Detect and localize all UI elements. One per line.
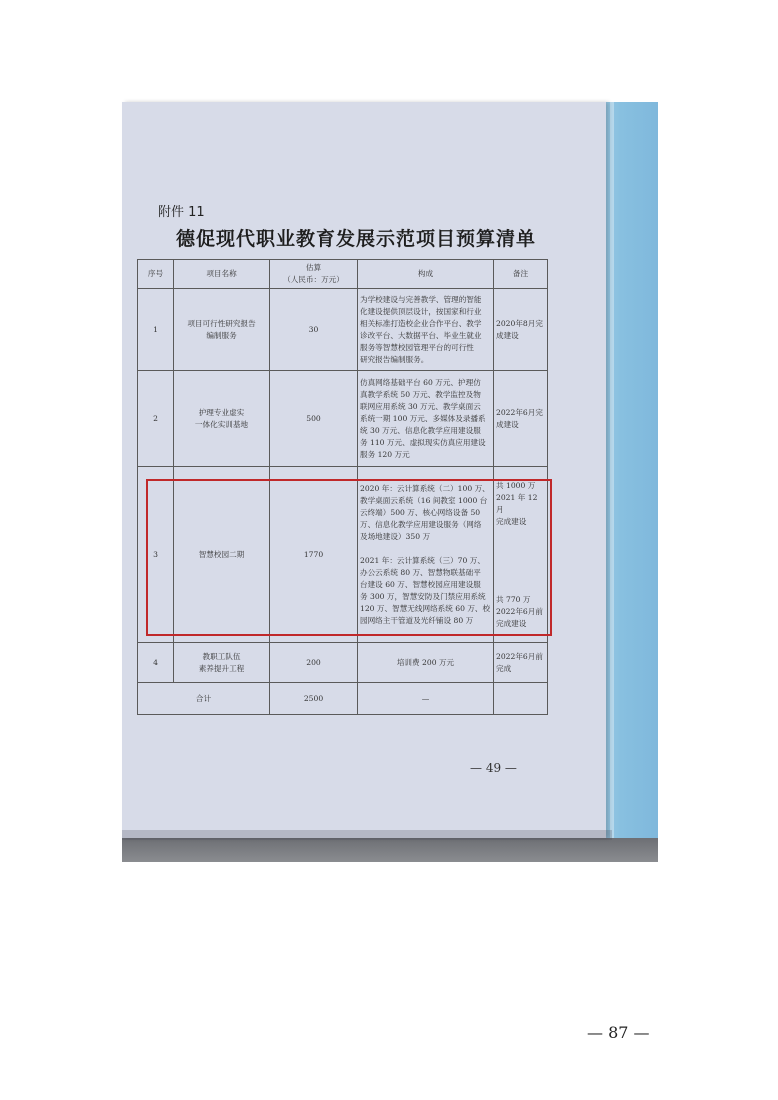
- table-row: [138, 643, 548, 683]
- row-amount: 30: [270, 289, 358, 371]
- row-amount: 200: [270, 643, 358, 683]
- row-name: [174, 289, 270, 371]
- remark-line: 2021 年 12 月: [496, 492, 538, 514]
- row-composition: [358, 371, 494, 467]
- composition-line: 2020 年：云计算系统（二）100 万、: [360, 483, 490, 493]
- composition-line: 2021 年：云计算系统（三）70 万、: [360, 555, 485, 565]
- composition-line: 化建设提供顶层设计，按国家和行业: [360, 306, 482, 316]
- row-index: 2: [138, 371, 174, 467]
- row-composition: [358, 467, 494, 643]
- row-composition: [358, 289, 494, 371]
- composition-line: 仿真网络基础平台 60 万元、护理仿: [360, 377, 481, 387]
- composition-line: 及场地建设）350 万: [360, 531, 431, 541]
- table-row: [138, 289, 548, 371]
- remark-line: 完成建设: [496, 516, 527, 526]
- composition-line: 诊改平台、大数据平台、毕业生就业: [360, 330, 482, 340]
- row-name-line1: 项目可行性研究报告: [187, 318, 256, 328]
- remark-line1: 2022年6月完: [496, 407, 543, 417]
- table-header-row: [138, 260, 548, 289]
- remark-line1: 2020年8月完: [496, 318, 543, 328]
- row-amount: 1770: [270, 467, 358, 643]
- remark-line: 完成建设: [496, 618, 527, 628]
- header-estimate-line2: （人民币：万元）: [283, 275, 344, 284]
- attachment-label: 附件 11: [158, 205, 205, 220]
- composition-line: 教学桌面云系统（16 间教室 1000 台: [360, 495, 488, 505]
- row-remark: [494, 371, 548, 467]
- outer-page-number: — 87 —: [587, 1023, 650, 1042]
- composition-line: 真教学系统 50 万元、教学监控及物: [360, 389, 481, 399]
- header-name: 项目名称: [174, 260, 270, 289]
- row-remark: [494, 467, 548, 643]
- total-label: 合计: [138, 683, 270, 715]
- total-row: [138, 683, 548, 715]
- total-remark: [494, 683, 548, 715]
- composition-line: 服务 120 万元: [360, 449, 410, 459]
- header-remark: 备注: [494, 260, 548, 289]
- table-row: [138, 467, 548, 643]
- row-amount: 500: [270, 371, 358, 467]
- row-remark: [494, 643, 548, 683]
- composition-line: 万、信息化教学应用建设服务（网络: [360, 519, 482, 529]
- composition-line: 务 110 万元、虚拟现实仿真应用建设: [360, 437, 486, 447]
- row-index: 1: [138, 289, 174, 371]
- remark-line: 2022年6月前: [496, 606, 543, 616]
- header-estimate-line1: 估算: [305, 263, 322, 272]
- composition-line: 统 30 万元、信息化教学应用建设服: [360, 425, 481, 435]
- remark-line2: 成建设: [496, 330, 519, 340]
- row-name: [174, 643, 270, 683]
- composition-line: 服务等智慧校园管理平台的可行性: [360, 342, 474, 352]
- row-name: [174, 371, 270, 467]
- remark-line1: 2022年6月前: [496, 651, 543, 661]
- row-index: 4: [138, 643, 174, 683]
- header-index: 序号: [138, 260, 174, 289]
- composition-line: 务 300 万，智慧安防及门禁应用系统: [360, 591, 486, 601]
- row-name-line2: 一体化实训基地: [194, 419, 249, 429]
- remark-spacer: [496, 528, 545, 594]
- row-name-line2: 素养提升工程: [198, 663, 245, 673]
- composition-line: 研究报告编制服务。: [360, 354, 429, 364]
- remark-line: 共 1000 万: [496, 480, 536, 490]
- header-composition: 构成: [358, 260, 494, 289]
- row-remark: [494, 289, 548, 371]
- composition-line: 相关标准打造校企业合作平台、教学: [360, 318, 482, 328]
- total-amount: 2500: [270, 683, 358, 715]
- scan-background-strip: [122, 838, 658, 862]
- composition-line: 系统一期 100 万元、多媒体及录播系: [360, 413, 486, 423]
- document-title: 德促现代职业教育发展示范项目预算清单: [176, 228, 537, 250]
- row-name-line2: 编制服务: [206, 330, 237, 340]
- total-composition: —: [358, 683, 494, 715]
- composition-line: 为学校建设与完善教学、管理的智能: [360, 294, 482, 304]
- header-estimate: [270, 260, 358, 289]
- row-index: 3: [138, 467, 174, 643]
- composition-line: 联网应用系统 30 万元、教学桌面云: [360, 401, 481, 411]
- budget-table: [137, 259, 548, 715]
- composition-line: 云终端）500 万、核心网络设备 50: [360, 507, 481, 517]
- composition-line: 办公云系统 80 万、智慧物联基础平: [360, 567, 481, 577]
- remark-line2: 完成: [496, 663, 512, 673]
- row-name: 智慧校园二期: [174, 467, 270, 643]
- row-name-line1: 教职工队伍: [202, 651, 241, 661]
- composition-line: 台建设 60 万、智慧校园应用建设服: [360, 579, 481, 589]
- table-row: [138, 371, 548, 467]
- composition-line: 园网络主干管道及光纤铺设 80 万: [360, 615, 474, 625]
- row-name-line1: 护理专业虚实: [198, 407, 245, 417]
- page-shadow: [122, 830, 612, 840]
- composition-spacer: [360, 543, 491, 555]
- remark-line: 共 770 万: [496, 594, 531, 604]
- remark-line2: 成建设: [496, 419, 519, 429]
- row-composition: 培训费 200 万元: [358, 643, 494, 683]
- composition-line: 120 万、智慧无线网络系统 60 万、校: [360, 603, 491, 613]
- inner-page-number: — 49 —: [470, 761, 517, 775]
